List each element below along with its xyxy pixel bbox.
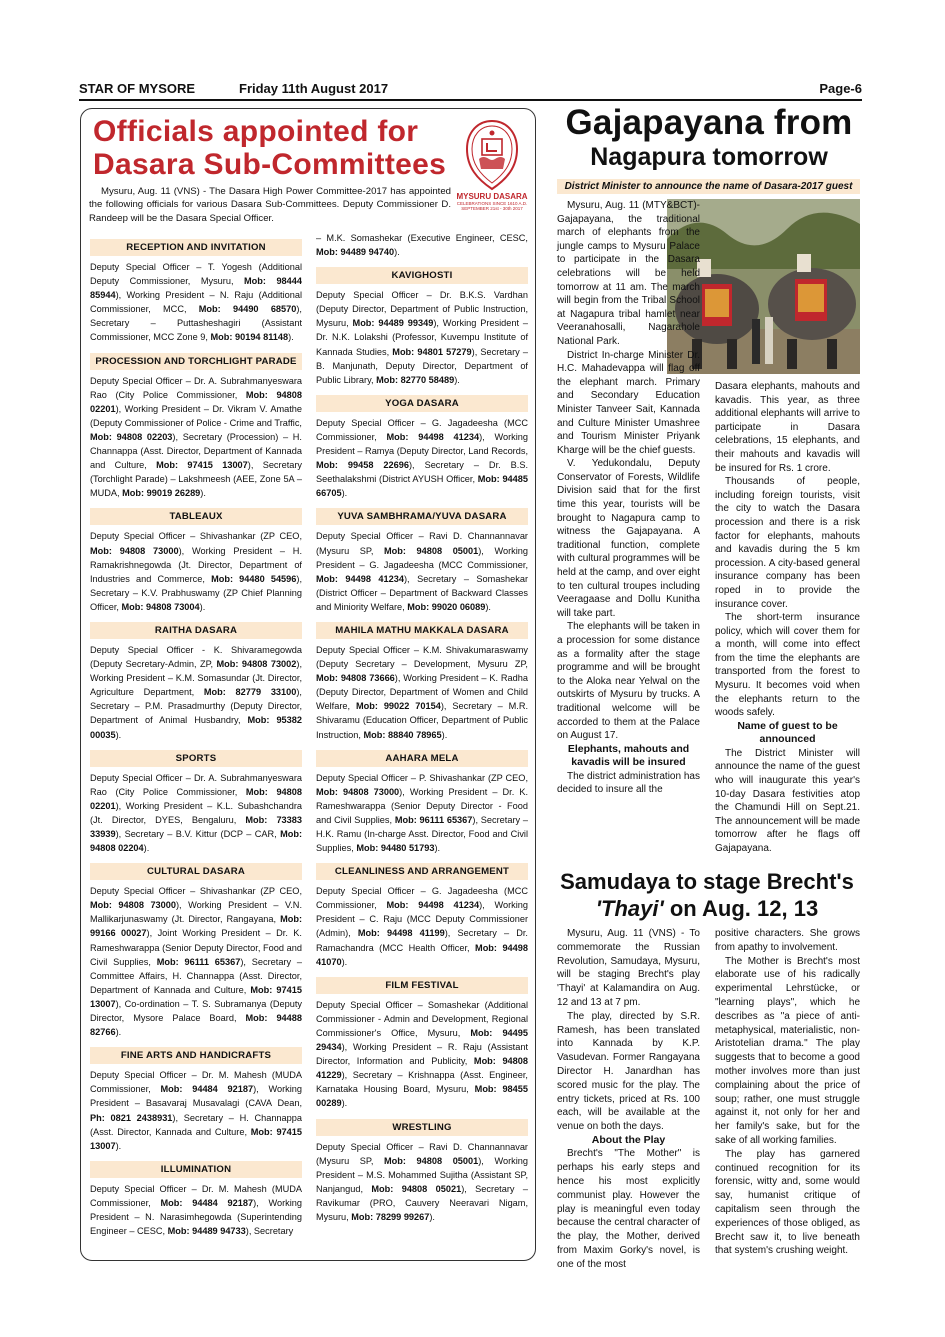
paragraph: The play has garnered continued recognition for its forensic, witty and, some would say, humanist critique of capitalism seen through the experiences of those obliged, as Brecht saw it, to live beneath that system's crushing weight. bbox=[715, 1148, 860, 1257]
paragraph: The short-term insurance policy, which will cover them for a month, will come into effect from the time the elephants are transported from the forest to Mysuru. It becomes void when the elephants return to the woods safely. bbox=[715, 612, 860, 719]
logo-dates: SEPTEMBER 21st - 30th 2017 bbox=[461, 206, 523, 211]
section-title: YUVA SAMBHRAMA/YUVA DASARA bbox=[316, 508, 528, 525]
section-title: WRESTLING bbox=[316, 1119, 528, 1136]
paragraph: The district administration has decided to insure all the bbox=[557, 770, 700, 796]
gajapayana-headline-line1: Gajapayana from bbox=[565, 103, 853, 142]
subheading: Name of guest to be announced bbox=[737, 719, 838, 746]
paragraph: Brecht's "The Mother" is perhaps his early steps and hence his most explicitly communist play. However the play is meaningful even today because the central character of the play, the Mother, derived from Maxim Gorky's novel, is one of the most bbox=[557, 1148, 700, 1270]
issue-date: Friday 11th August 2017 bbox=[239, 81, 389, 96]
section-body: Deputy Special Officer – G. Jagadeesha (MCC Commissioner, Mob: 94498 41234), Working President – Ramya (Deputy Director, Land Records, Mob: 99458 22696), Secretary – Dr. B.S. Seethalakshmi (District AYUSH Officer, Mob: 94485 66705). bbox=[316, 417, 528, 499]
newspaper-name: STAR OF MYSORE bbox=[79, 81, 196, 96]
section-title: FILM FESTIVAL bbox=[316, 977, 528, 994]
section-title: KAVIGHOSTI bbox=[316, 267, 528, 284]
gajapayana-strapline: District Minister to announce the name of Dasara-2017 guest bbox=[557, 179, 860, 194]
gajapayana-headline bbox=[549, 104, 869, 172]
section-title: AAHARA MELA bbox=[316, 750, 528, 767]
section-body: Deputy Special Officer – Dr. A. Subrahmanyeswara Rao (City Police Commissioner, Mob: 94808 02201), Working President – Dr. Vikram V. Amathe (Deputy Commissioner of Police - Crime and Traffic, Mob: 94808 02203), Secretary (Procession) – H. Channappa (Asst. Director, Department of Kannada and Culture, Mob: 97415 13007), Secretary (Torchlight Parade) – Lakshmeesh (AEE, Zone 5A – MUDA, Mob: 99019 26289). bbox=[90, 375, 303, 499]
section-body: Deputy Special Officer - K. Shivaramegowda (Deputy Secretary-Admin, ZP, Mob: 94808 73002), Working President – K.M. Somasundar (Jt. Director, Agriculture Department, Mob: 82779 33100), Secretary – P.M. Prasadmurthy (Deputy Director, Department of Animal Husbandry, Mob: 95382 00035). bbox=[90, 644, 303, 740]
section-body: Deputy Special Officer – Shivashankar (ZP CEO, Mob: 94808 73000), Working President – V.N. Mallikarjunaswamy (Jt. Director, Rangayana, Mob: 99166 00027), Joint Working President – Dr. K. Rameshwarappa (Senior Deputy Director, Food and Civil Supplies, Mob: 96111 65367), Secretary – Committee Affairs, H. Channappa (Asst. Director, Department of Kannada and Culture, Mob: 97415 13007), Co-ordination – T. S. Subramanya (Deputy Director, Mysore Palace Board, Mob: 94488 82766). bbox=[90, 886, 302, 1038]
section-body: Deputy Special Officer – Shivashankar (ZP CEO, Mob: 94808 73000), Working President – H. Ramakrishnegowda (Jt. Director, Department of Industries and Commerce, Mob: 94480 54596), Secretary – K.V. Prabhuswamy (ZP Chief Planning Officer, Mob: 94808 73004). bbox=[90, 531, 303, 612]
officials-article bbox=[80, 108, 536, 1261]
paragraph: positive characters. She grows from apathy to involvement. bbox=[715, 928, 860, 953]
section-body: Deputy Special Officer – P. Shivashankar (ZP CEO, Mob: 94808 73000), Working President – Dr. K. Rameshwarappa (Senior Deputy Director - Food and Civil Supplies, Mob: 96111 65367), Secretary – H.K. Ramu (In-charge Asst. Director, Food and Civil Supplies, Mob: 94480 51793). bbox=[316, 772, 528, 854]
elephant-seal-icon bbox=[463, 119, 521, 191]
section-title: ILLUMINATION bbox=[90, 1161, 302, 1178]
samudaya-headline-line1: Samudaya to stage Brecht's bbox=[560, 869, 854, 894]
paragraph: V. Yedukondalu, Deputy Conservator of Forests, Wildlife Division said that for the first time this year, tourists will be brought to Nagapura camp to witness the Gajapayana. A traditional function, complete with cultural programmes will be held at the camp, and over eight to ten cultural troupes including Veeragaase and Dollu Kunitha will take part. bbox=[557, 458, 700, 619]
paragraph: The Mother is Brecht's most elaborate use of his radically experimental Lehrstücke, or "learning plays", which he describes as "a piece of anti-metaphysical, materialistic, non-Aristotelian drama." The play suggests that to become a good mother involves more than just complaining about the price of soup; rather, one must struggle against it, not only for her and her family's sake, but for the sake of all working families. bbox=[715, 955, 860, 1146]
section-title: RECEPTION AND INVITATION bbox=[90, 239, 302, 256]
samudaya-play-title: 'Thayi' bbox=[595, 896, 664, 921]
section-body: Deputy Special Officer – Dr. M. Mahesh (MUDA Commissioner, Mob: 94484 92187), Working President – Basavaraj Musavalagi (CAVA Dean, Ph: 0821 2438931), Secretary – H. Channappa (Asst. Director, Kannada and Culture, Mob: 97415 13007). bbox=[90, 1070, 302, 1151]
officials-col2-lead: – M.K. Somashekar (Executive Engineer, CESC, Mob: 94489 94740). bbox=[316, 233, 528, 258]
section-title: CULTURAL DASARA bbox=[90, 863, 302, 880]
paragraph: The District Minister will announce the name of the guest who will inaugurate this year's 10-day Dasara festivities atop the Chamundi Hill on Sept.21. The announcement will be made tomorrow after he flags off Gajapayana. bbox=[715, 747, 860, 854]
samudaya-headline-line2 bbox=[549, 895, 865, 922]
mysuru-dasara-logo bbox=[453, 119, 531, 227]
section-body: Deputy Special Officer – Ravi D. Channannavar (Mysuru SP, Mob: 94808 05001), Working President – M.S. Mohammed Sujitha (Assistant SP, Nanjangud, Mob: 94808 05021), Secretary – Ravikumar (PRO, Cauvery Neeravari Nigam, Mysuru, Mob: 78299 99267). bbox=[316, 1141, 528, 1222]
section-title: TABLEAUX bbox=[90, 508, 302, 525]
paragraph: District In-charge Minister Dr. H.C. Mahadevappa will flag off the elephant march. Primary and Secondary Education Minister Tanveer Sait, Kannada and Culture Minister Umashree and Tourism Minister Priyank Kharge will be the chief guests. bbox=[557, 349, 700, 456]
section-body: Deputy Special Officer – K.M. Shivakumaraswamy (Deputy Secretary – Development, Mysuru ZP, Mob: 94808 73666), Working President – K. Radha (Deputy Director, Department of Women and Child Welfare, Mob: 99022 70154), Secretary – M.R. Shivaramu (Education Officer, Department of Public Instruction, Mob: 88840 78965). bbox=[316, 644, 529, 740]
officials-column-2-sections bbox=[316, 267, 528, 1224]
section-body: Deputy Special Officer – Dr. B.K.S. Vardhan (Deputy Director, Department of Public Instruction, Mysuru, Mob: 94489 99349), Working President – Dr. N.K. Lolakshi (Professor, Kuvempu Institute of Kannada Studies, Mob: 94801 57279), Secretary – B. Manjunath, Deputy Director, Department of Public Library, Mob: 82770 58489). bbox=[316, 290, 528, 385]
section-title: SPORTS bbox=[90, 750, 302, 767]
section-title: PROCESSION AND TORCHLIGHT PARADE bbox=[90, 353, 302, 370]
section-title: FINE ARTS AND HANDICRAFTS bbox=[90, 1047, 302, 1064]
page-number: Page-6 bbox=[819, 81, 862, 96]
masthead bbox=[79, 79, 862, 101]
subheading: About the Play bbox=[591, 1133, 666, 1146]
paragraph: The elephants will be taken in a procession for some distance as a formality after the stage programme and will be brought to the Aloka near Yelwal on the outskirts of Mysuru by trucks. A traditional welcome will be accorded to them at the Palace on August 17. bbox=[557, 621, 700, 742]
officials-headline-line1: Officials appointed for bbox=[93, 115, 419, 148]
samudaya-column-2 bbox=[715, 927, 860, 1258]
section-body: Deputy Special Officer – T. Yogesh (Additional Deputy Commissioner, Mysuru, Mob: 98444 85944), Working President – N. Raju (Additional Commissioner, MCC, Mob: 94490 68570), Secretary – Puttasheshagiri (Assistant Commissioner, MCC Zone 9, Mob: 90194 81148). bbox=[90, 262, 302, 343]
officials-column-2 bbox=[316, 231, 528, 1232]
samudaya-headline-dates: on Aug. 12, 13 bbox=[663, 896, 819, 921]
paragraph: Mysuru, Aug. 11 (MTY&BCT)- Gajapayana, the traditional march of elephants from the jungle camps to Mysuru Palace to participate in the Dasara celebrations will be held tomorrow at 11 am. The march will begin from the Tribal School at Nagapura tribal hamlet near Veeranahosalli, Nagarahole National Park. bbox=[557, 200, 700, 347]
logo-tagline: CELEBRATIONS SINCE 1610 A.D. bbox=[456, 201, 528, 206]
officials-headline bbox=[93, 115, 453, 181]
section-body: Deputy Special Officer – Ravi D. Channannavar (Mysuru SP, Mob: 94808 05001), Working President – G. Jagadeesha (MCC Commissioner, Mob: 94498 41234), Secretary – Somashekar (District Officer – Department of Backward Classes and Miniority Welfare, Mob: 99020 06089). bbox=[316, 531, 529, 612]
subheading: Elephants, mahouts and kavadis will be insured bbox=[567, 742, 690, 769]
section-body: Deputy Special Officer – Dr. A. Subrahmanyeswara Rao (City Police Commissioner, Mob: 94808 02201), Working President – K.L. Subashchandra (Jt. Director, DYES, Bengaluru, Mob: 73383 33939), Secretary – B.V. Kittur (DCP – CAR, Mob: 94808 02204). bbox=[90, 772, 302, 854]
gajapayana-column-2 bbox=[715, 380, 860, 856]
samudaya-headline bbox=[549, 868, 865, 922]
officials-headline-line2: Dasara Sub-Committees bbox=[93, 148, 447, 181]
section-body: Deputy Special Officer – Dr. M. Mahesh (MUDA Commissioner, Mob: 94484 92187), Working President – N. Narasimhegowda (Superintending Engineer – CESC, Mob: 94489 94733), Secretary bbox=[90, 1183, 302, 1237]
officials-intro: Mysuru, Aug. 11 (VNS) - The Dasara High Power Committee-2017 has appointed the following officials for various Dasara Sub-Committees. Deputy Commissioner D. Randeep will be the Dasara Special Officer. bbox=[89, 186, 451, 224]
officials-column-1 bbox=[90, 239, 302, 1246]
paragraph: Thousands of people, including foreign tourists, visit the city to watch the Dasara procession and there is a risk factor for elephants, mahouts and kavadis during the 5 km procession. A city-based general insurance company has been roped in to provide the insurance cover. bbox=[715, 476, 860, 610]
paragraph: The play, directed by S.R. Ramesh, has been translated into Kannada by K.P. Vasudevan. Former Rangayana Director H. Janardhan has scored music for the play. The entry tickets, priced at Rs. 100 each, will be available at the venue on both the days. bbox=[557, 1010, 700, 1133]
paragraph: Mysuru, Aug. 11 (VNS) - To commemorate the Russian Revolution, Samudaya, Mysuru, will be staging Brecht's play 'Thayi' at Kalamandira on Aug. 12 and 13 at 7 pm. bbox=[557, 928, 700, 1008]
samudaya-column-1 bbox=[557, 927, 700, 1272]
section-title: RAITHA DASARA bbox=[90, 622, 302, 639]
section-title: MAHILA MATHU MAKKALA DASARA bbox=[316, 622, 528, 639]
section-body: Deputy Special Officer – G. Jagadeesha (MCC Commissioner, Mob: 94498 41234), Working President – C. Raju (MCC Deputy Commissioner (Admin), Mob: 94498 41199), Secretary – Dr. Ramachandra (MCC Health Officer, Mob: 94498 41070). bbox=[316, 886, 528, 967]
gajapayana-column-1 bbox=[557, 199, 700, 797]
section-title: YOGA DASARA bbox=[316, 395, 528, 412]
gajapayana-headline-line2: Nagapura tomorrow bbox=[590, 143, 828, 171]
paragraph: Dasara elephants, mahouts and kavadis. This year, as three additional elephants will arrive to participate in Dasara celebrations, 15 elephants, and their mahouts and kavadis will be insured for Rs. 1 crore. bbox=[715, 381, 860, 474]
section-body: Deputy Special Officer – Somashekar (Additional Commissioner - Admin and Development, Regional Commissioner's Office, Mysuru, Mob: 94495 29434), Working President – R. Raju (Assistant Director, Information and Publicity, Mob: 94808 41229), Secretary – Krishnappa (Asst. Engineer, Karnataka Housing Board, Mysuru, Mob: 98455 00289). bbox=[316, 999, 528, 1109]
logo-title: MYSURU DASARA bbox=[456, 192, 528, 201]
section-title: CLEANLINESS AND ARRANGEMENT bbox=[316, 863, 528, 880]
